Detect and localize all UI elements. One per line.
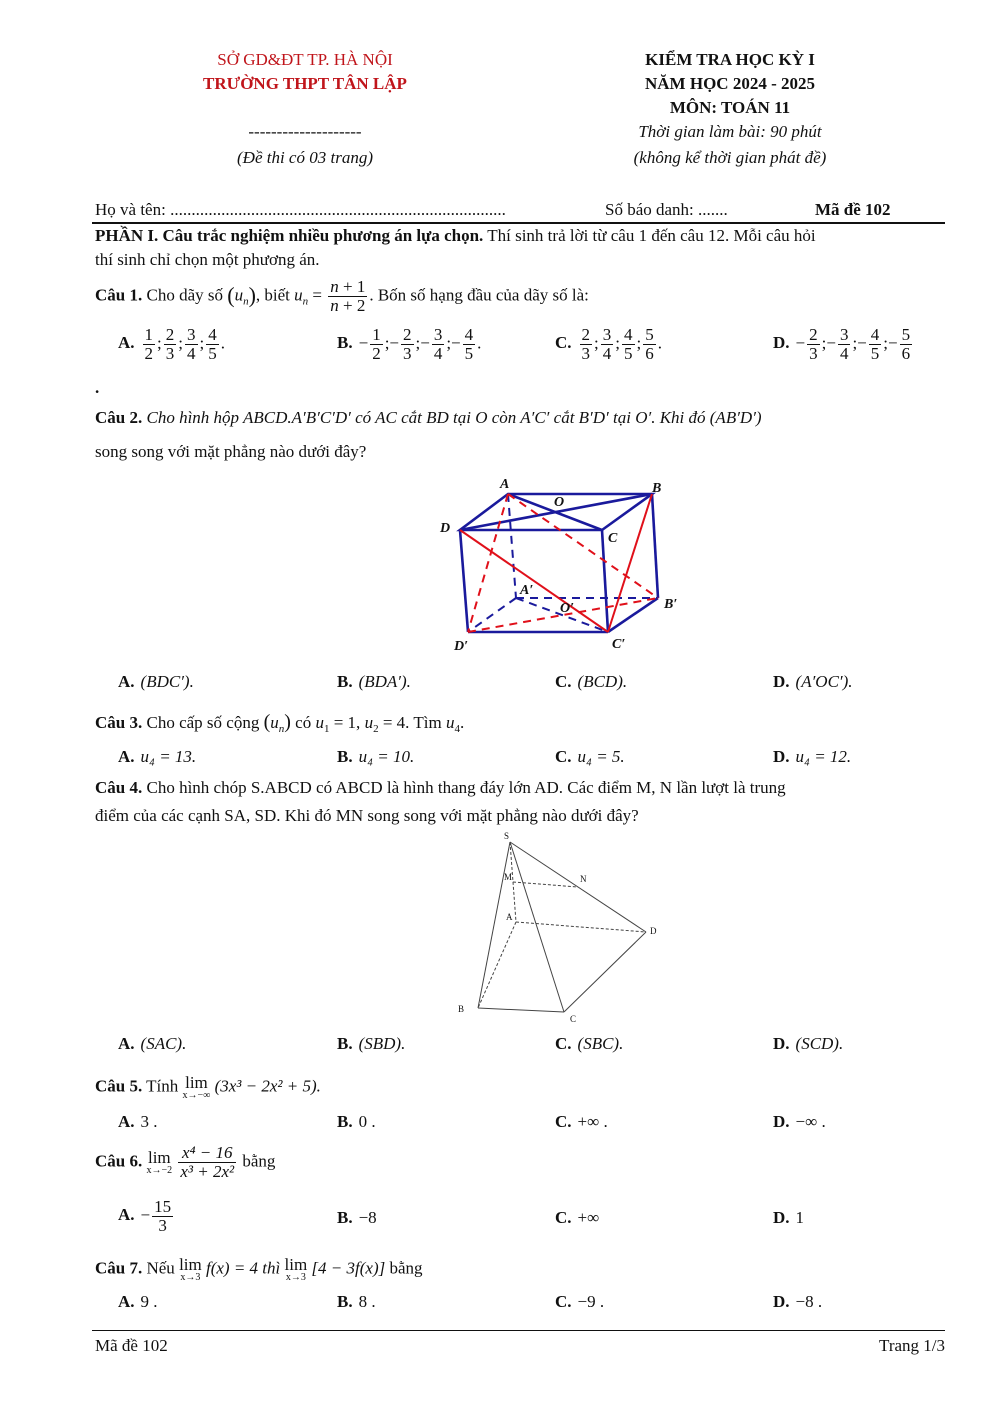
q3-label: Câu 3. (95, 713, 143, 732)
exam-code: Mã đề 102 (815, 200, 891, 219)
parallelepiped-figure (430, 472, 690, 652)
exam-time: Thời gian làm bài: 90 phút (638, 122, 822, 141)
edge-A1D1 (468, 598, 516, 632)
question-7: Câu 7. Nếu lim x→3 f(x) = 4 thì lim x→3 [4 − 3f(x)] bằng (95, 1255, 423, 1283)
q2-text: Cho hình hộp ABCD.A′B′C′D′ có AC cắt BD tại O còn A′C′ cắt B′D′ tại O′. Khi đó (AB′D′) (142, 408, 762, 427)
pyramid-figure (450, 830, 670, 1025)
student-name-field (95, 200, 506, 220)
footer-rule (92, 1330, 945, 1331)
label-D: D (650, 926, 657, 936)
label-O1: O′ (560, 601, 575, 616)
question-2-line2: song song với mặt phẳng nào dưới đây? (95, 442, 367, 461)
q1-option-a[interactable]: A. $\frac{1}{2}$ ; $\frac{2}{3}$ ; $\frac{3}{4}$ ; $\frac{4}{5}$ . (118, 325, 225, 363)
school-name: TRƯỜNG THPT TÂN LẬP (203, 74, 407, 93)
q2-option-a[interactable]: A. (BDC′). (118, 672, 194, 691)
edge-SB (478, 842, 513, 1008)
footer-page: Trang 1/3 (879, 1336, 945, 1355)
student-name-label: Họ và tên: (95, 200, 171, 219)
edge-SC (510, 842, 564, 1012)
q4-label: Câu 4. (95, 778, 143, 797)
edge-BB1 (652, 494, 658, 598)
box-solid-edges (460, 494, 658, 632)
label-C1: C′ (612, 637, 626, 652)
student-name-dots: ............................................................................... (170, 200, 506, 219)
q4-option-c[interactable]: C. (SBC). (555, 1034, 624, 1053)
page-count: (Đề thi có 03 trang) (237, 148, 373, 167)
line-AD1 (468, 494, 508, 632)
line-BC1 (608, 494, 652, 632)
q1-label: Câu 1. (95, 285, 143, 305)
edge-AB (478, 922, 516, 1008)
q3-option-c[interactable]: C. u₄ = 5. (555, 747, 625, 766)
label-A: A (500, 477, 510, 492)
header-dash: -------------------- (248, 122, 362, 141)
q2-label: Câu 2. (95, 408, 143, 427)
q1-option-b[interactable]: B. − $\frac{1}{2}$ ;− $\frac{2}{3}$ ;− $\frac{3}{4}$ ;− $\frac{4}{5}$ . (337, 325, 482, 363)
question-2 (95, 408, 762, 428)
q2-option-d[interactable]: D. (A′OC′). (773, 672, 853, 691)
q2-option-c[interactable]: C. (BCD). (555, 672, 628, 691)
q3-option-a[interactable]: A. u₄ = 13. (118, 747, 197, 766)
q2-option-b[interactable]: B. (BDA′). (337, 672, 411, 691)
student-id-field: Số báo danh: ....... (605, 200, 728, 219)
label-C: C (608, 531, 618, 546)
label-N: N (580, 874, 587, 884)
q3-option-d[interactable]: D. u₄ = 12. (773, 747, 852, 766)
label-B1: B′ (664, 597, 678, 612)
edge-DD1 (460, 530, 468, 632)
edge-BC (478, 1008, 564, 1012)
q7-option-d[interactable]: D. −8 . (773, 1292, 823, 1311)
q3-option-b[interactable]: B. u₄ = 10. (337, 747, 415, 766)
q6-option-d[interactable]: D. 1 (773, 1208, 805, 1227)
question-1: Câu 1. Cho dãy số $(u_n)$, biết $u_n$ = $\frac{n + 1}{n + 2}$ . Bốn số hạng đầu của dãy số là: (95, 277, 589, 315)
label-B: B (458, 1004, 465, 1014)
q5-option-b[interactable]: B. 0 . (337, 1112, 376, 1131)
q6-option-a[interactable]: A. − $\frac{15}{3}$ (118, 1197, 172, 1235)
school-year: NĂM HỌC 2024 - 2025 (645, 74, 815, 93)
q7-label: Câu 7. (95, 1258, 143, 1278)
q7-option-c[interactable]: C. −9 . (555, 1292, 605, 1311)
part1-instructions: Thí sinh trả lời từ câu 1 đến câu 12. Mỗi câu hỏi (483, 226, 816, 245)
header-rule (92, 222, 945, 224)
question-6: Câu 6. lim x→−2 $\frac{\text{x⁴ − 16}}{\text{x³ + 2x²}}$ bằng (95, 1143, 276, 1181)
q4-option-d[interactable]: D. (SCD). (773, 1034, 844, 1053)
exam-title: KIỂM TRA HỌC KỲ I (645, 50, 815, 69)
q6-option-b[interactable]: B. −8 (337, 1208, 377, 1227)
label-A1: A′ (520, 583, 534, 598)
label-S: S (504, 831, 510, 841)
q4-option-a[interactable]: A. (SAC). (118, 1034, 187, 1053)
label-M: M (504, 872, 513, 882)
label-C: C (570, 1014, 577, 1024)
q6-option-c[interactable]: C. +∞ (555, 1208, 600, 1227)
footer-code: Mã đề 102 (95, 1336, 168, 1355)
part1-instructions-2: thí sinh chỉ chọn một phương án. (95, 250, 320, 269)
question-4-line2: điểm của các cạnh SA, SD. Khi đó MN song song với mặt phẳng nào dưới đây? (95, 806, 639, 825)
q1-text: Cho dãy số (142, 285, 228, 305)
q7-option-b[interactable]: B. 8 . (337, 1292, 376, 1311)
question-4 (95, 778, 786, 798)
q4-option-b[interactable]: B. (SBD). (337, 1034, 406, 1053)
q5-option-a[interactable]: A. 3 . (118, 1112, 158, 1131)
dept-name: SỞ GD&ĐT TP. HÀ NỘI (217, 50, 393, 69)
q5-option-d[interactable]: D. −∞ . (773, 1112, 826, 1131)
edge-AA1 (508, 494, 516, 598)
q5-option-c[interactable]: C. +∞ . (555, 1112, 608, 1131)
part1-heading (95, 226, 947, 246)
question-3: Câu 3. Cho cấp số cộng $(u_n)$ có $u_1 = 1$, $u_2 = 4$. Tìm $u_4$. (95, 711, 465, 735)
label-B: B (652, 481, 662, 496)
q1-option-d[interactable]: D. − $\frac{2}{3}$ ;− $\frac{3}{4}$ ;− $\frac{4}{5}$ ;− $\frac{5}{6}$ (773, 325, 911, 363)
subject: MÔN: TOÁN 11 (669, 98, 791, 117)
part1-title: PHẦN I. Câu trắc nghiệm nhiều phương án lựa chọn. (95, 226, 484, 245)
label-O: O (554, 495, 565, 510)
q5-label: Câu 5. (95, 1076, 143, 1096)
q6-label: Câu 6. (95, 1151, 143, 1171)
label-D1: D′ (454, 639, 469, 652)
question-5: Câu 5. Tính lim x→−∞ (3x³ − 2x² + 5). (95, 1073, 321, 1101)
label-D: D (440, 521, 451, 536)
edge-CD (564, 932, 646, 1012)
q1-option-c[interactable]: C. $\frac{2}{3}$ ; $\frac{3}{4}$ ; $\frac{4}{5}$ ; $\frac{5}{6}$ . (555, 325, 662, 363)
stray-dot: . (95, 378, 100, 397)
edge-C1B1 (608, 598, 658, 632)
q7-option-a[interactable]: A. 9 . (118, 1292, 158, 1311)
label-A: A (506, 912, 513, 922)
time-note: (không kể thời gian phát đề) (633, 148, 827, 167)
q4-text: Cho hình chóp S.ABCD có ABCD là hình thang đáy lớn AD. Các điểm M, N lần lượt là trung (142, 778, 786, 797)
